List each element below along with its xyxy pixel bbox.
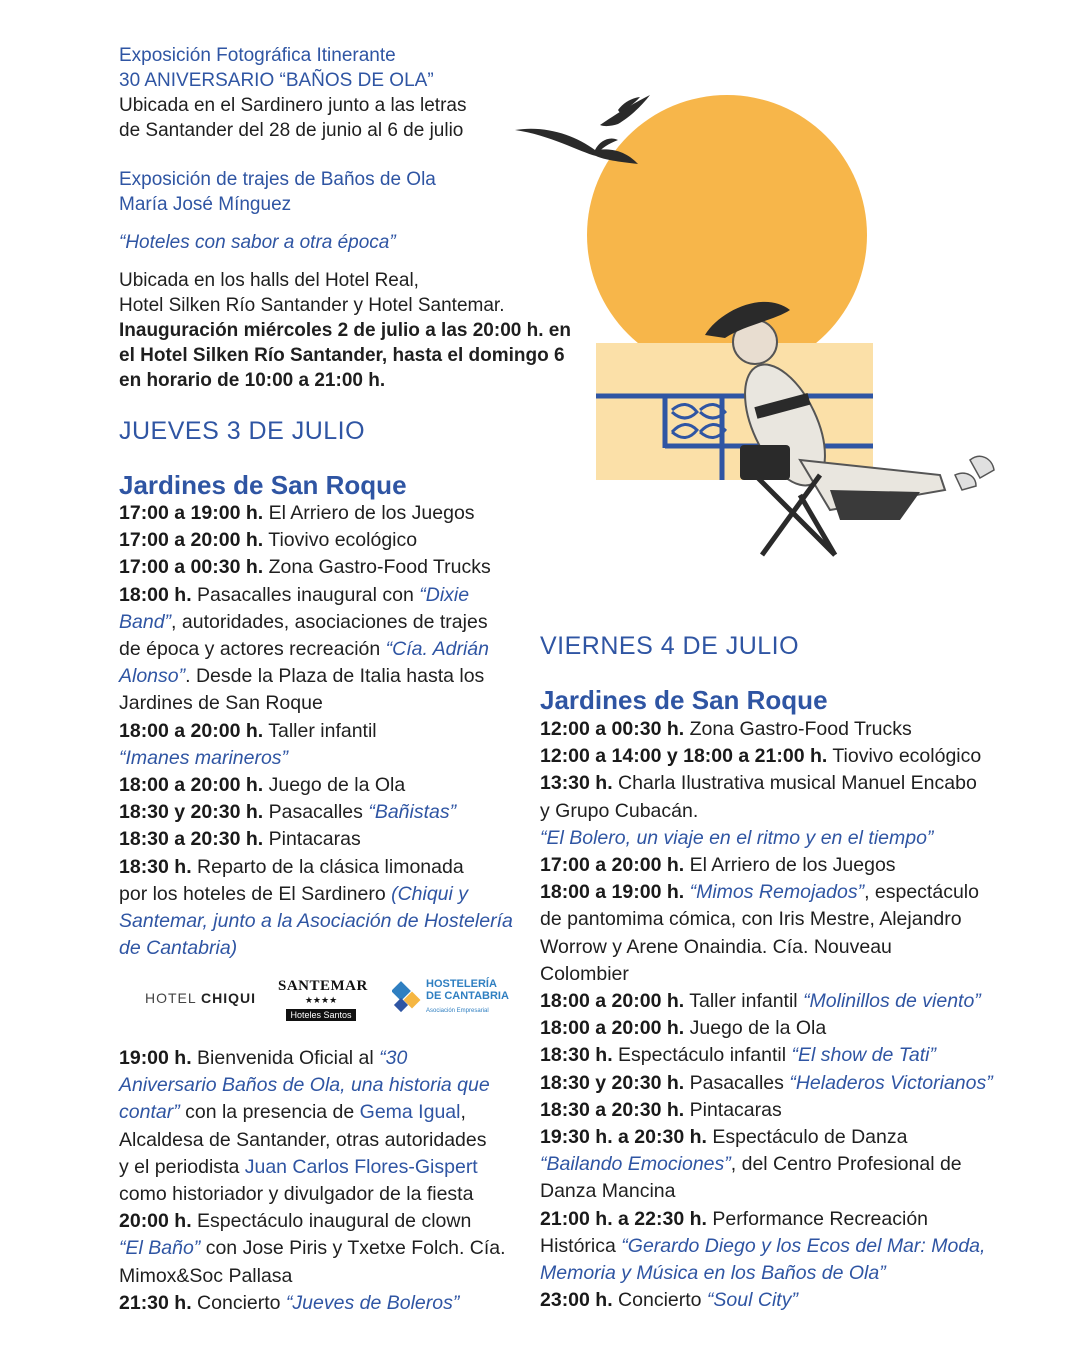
list-item: 18:30 y 20:30 h. Pasacalles “Bañistas”	[119, 801, 457, 824]
list-item: 19:30 h. a 20:30 h. Espectáculo de Danza	[540, 1126, 908, 1149]
expo2-inaug-2: el Hotel Silken Río Santander, hasta el domingo 6	[119, 345, 565, 366]
thursday-venue: Jardines de San Roque	[119, 470, 407, 500]
list-item: 18:30 h. Espectáculo infantil “El show de Tati”	[540, 1044, 936, 1067]
list-item: 18:00 a 20:00 h. Taller infantil	[119, 719, 377, 742]
intro-section	[119, 43, 466, 143]
expo2-loc-1: Ubicada en los halls del Hotel Real,	[119, 270, 419, 291]
expo2-quote: “Hoteles con sabor a otra época”	[119, 232, 396, 253]
expo2-title: Exposición de trajes de Baños de Ola	[119, 169, 436, 190]
hotel-chiqui-logo: HOTEL CHIQUI	[145, 990, 257, 1006]
list-item: 18:00 h. Pasacalles inaugural con “Dixie	[119, 583, 470, 606]
list-item: 23:00 h. Concierto “Soul City”	[540, 1289, 798, 1312]
list-item: Memoria y Música en los Baños de Ola”	[540, 1262, 886, 1285]
list-item: 18:00 a 20:00 h. Juego de la Ola	[540, 1017, 827, 1040]
expo2-author: María José Mínguez	[119, 194, 292, 215]
list-item: 18:00 a 19:00 h. “Mimos Remojados”, espectáculo	[540, 881, 979, 904]
list-item: Alcaldesa de Santander, otras autoridades	[119, 1128, 487, 1151]
thursday-schedule	[119, 500, 513, 962]
santemar-logo: SANTEMAR ★★★★ Hoteles Santos	[278, 978, 368, 1020]
expo2-inaug-1: Inauguración miércoles 2 de julio a las 20:00 h. en	[119, 320, 571, 341]
list-item: “El Bolero, un viaje en el ritmo y en el tiempo”	[540, 826, 934, 849]
list-item: “El Baño” con Jose Piris y Txetxe Folch. Cía.	[119, 1237, 506, 1260]
list-item: y Grupo Cubacán.	[540, 799, 699, 822]
list-item: 18:00 a 20:00 h. Juego de la Ola	[119, 774, 406, 797]
list-item: 17:00 a 20:00 h. El Arriero de los Juegos	[540, 854, 896, 877]
list-item: 18:30 a 20:30 h. Pintacaras	[540, 1098, 782, 1121]
list-item: 18:30 a 20:30 h. Pintacaras	[119, 828, 361, 851]
list-item: Worrow y Arene Onaindia. Cía. Nouveau	[540, 935, 892, 958]
list-item: 17:00 a 19:00 h. El Arriero de los Juegos	[119, 502, 475, 524]
list-item: Mimox&Soc Pallasa	[119, 1264, 293, 1287]
list-item: 19:00 h. Bienvenida Oficial al “30	[119, 1047, 408, 1069]
hosteleria-cantabria-logo: HOSTELERÍA DE CANTABRIA Asociación Empresarial	[392, 978, 492, 1022]
expo2-section	[119, 167, 436, 217]
list-item: 17:00 a 20:00 h. Tiovivo ecológico	[119, 529, 418, 552]
list-item: Band”, autoridades, asociaciones de trajes	[119, 610, 488, 633]
list-item: Alonso”. Desde la Plaza de Italia hasta los	[119, 665, 485, 688]
list-item: Jardines de San Roque	[119, 692, 323, 715]
friday-heading: VIERNES 4 DE JULIO	[540, 632, 800, 660]
list-item: Aniversario Baños de Ola, una historia que	[119, 1074, 490, 1097]
list-item: “Bailando Emociones”, del Centro Profesional de	[540, 1153, 962, 1176]
list-item: de pantomima cómica, con Iris Mestre, Alejandro	[540, 908, 962, 931]
list-item: de época y actores recreación “Cía. Adrián	[119, 638, 489, 661]
seagull-icon	[600, 95, 650, 126]
list-item: Danza Mancina	[540, 1180, 676, 1203]
list-item: Santemar, junto a la Asociación de Hostelería	[119, 910, 513, 933]
expo1-title: Exposición Fotográfica Itinerante	[119, 45, 396, 66]
expo1-desc-2: de Santander del 28 de junio al 6 de julio	[119, 120, 464, 141]
sand-rectangle	[596, 343, 873, 480]
list-item: “Imanes marineros”	[119, 746, 289, 769]
expo2-loc-2: Hotel Silken Río Santander y Hotel Santemar.	[119, 295, 505, 316]
list-item: 21:00 h. a 22:30 h. Performance Recreación	[540, 1207, 929, 1230]
friday-venue: Jardines de San Roque	[540, 685, 828, 715]
beach-illustration	[500, 80, 1040, 580]
list-item: 21:30 h. Concierto “Jueves de Boleros”	[119, 1291, 460, 1314]
thursday-schedule-2	[119, 1045, 506, 1317]
list-item: 18:00 a 20:00 h. Taller infantil “Molinillos de viento”	[540, 990, 981, 1013]
list-item: 13:30 h. Charla Ilustrativa musical Manuel Encabo	[540, 772, 977, 795]
list-item: 17:00 a 00:30 h. Zona Gastro-Food Trucks	[119, 556, 491, 579]
list-item: 20:00 h. Espectáculo inaugural de clown	[119, 1210, 472, 1233]
list-item: como historiador y divulgador de la fiesta	[119, 1183, 474, 1206]
list-item: Colombier	[540, 962, 629, 985]
list-item: por los hoteles de El Sardinero (Chiqui y	[119, 882, 469, 905]
expo1-subtitle: 30 ANIVERSARIO “BAÑOS DE OLA”	[119, 70, 434, 91]
friday-schedule	[540, 716, 993, 1314]
list-item: 18:30 h. Reparto de la clásica limonada	[119, 855, 464, 878]
expo2-inaug-3: en horario de 10:00 a 21:00 h.	[119, 370, 386, 391]
expo1-desc-1: Ubicada en el Sardinero junto a las letras	[119, 95, 467, 116]
list-item: contar” con la presencia de Gema Igual,	[119, 1101, 466, 1124]
hosteleria-emblem-icon	[392, 978, 424, 1018]
list-item: 12:00 a 14:00 y 18:00 a 21:00 h. Tiovivo ecológico	[540, 745, 982, 768]
list-item: Histórica “Gerardo Diego y los Ecos del Mar: Moda,	[540, 1234, 986, 1257]
list-item: 18:30 y 20:30 h. Pasacalles “Heladeros Victorianos”	[540, 1071, 993, 1094]
list-item: de Cantabria)	[119, 937, 238, 960]
list-item: y el periodista Juan Carlos Flores-Gispert	[119, 1155, 478, 1178]
list-item: 12:00 a 00:30 h. Zona Gastro-Food Trucks	[540, 718, 912, 740]
thursday-heading: JUEVES 3 DE JULIO	[119, 417, 366, 445]
